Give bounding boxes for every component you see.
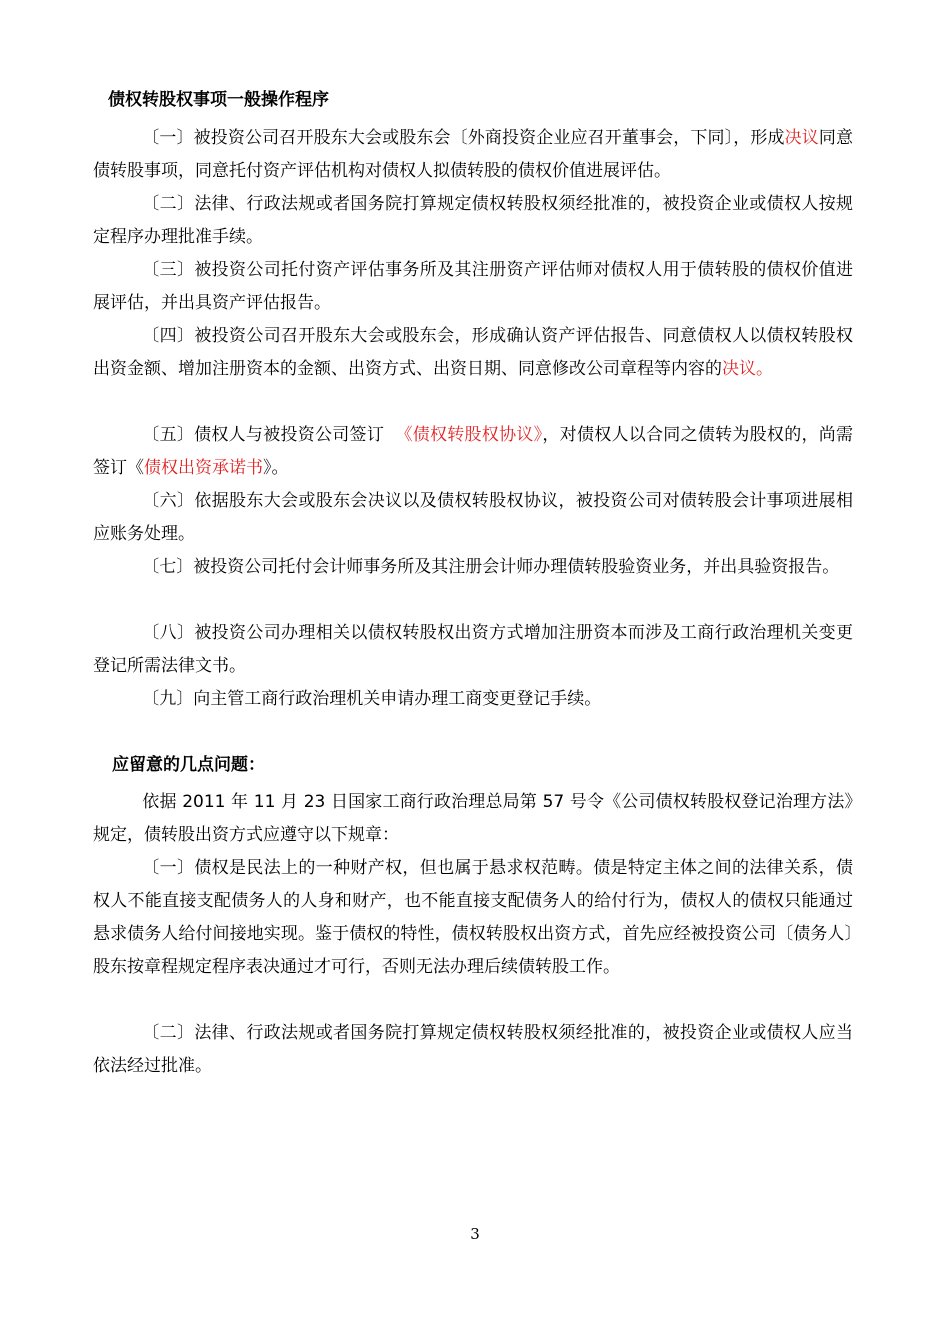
- item-text: 〔四〕被投资公司召开股东大会或股东会，形成确认资产评估报告、同意债权人以债权转股权出资金额、增加注册资本的金额、出资方式、出资日期、同意修改公司章程等内容的: [93, 326, 853, 379]
- agreement-link: 《债权转股权协议》: [395, 425, 543, 445]
- item-text: ，对债权人以合同之债转为股权的，尚需签订《: [93, 425, 854, 478]
- procedure-item-1: [93, 122, 853, 188]
- section-heading-procedure: 债权转股权事项一般操作程序: [108, 90, 329, 110]
- procedure-item-4: [93, 320, 853, 386]
- item-text: 同意债转股事项，同意托付资产评估机构对债权人拟债转股的债权价值进展评估。: [93, 128, 854, 181]
- notes-intro: 依据 2011 年 11 月 23 日国家工商行政治理总局第 57 号令《公司债权转股权登记治理方法》规定，债转股出资方式应遵守以下规章：: [93, 792, 853, 845]
- page-number: 3: [470, 1225, 480, 1243]
- resolution-link: 决议: [784, 128, 819, 148]
- section-heading-notes: 应留意的几点问题：: [112, 755, 265, 775]
- procedure-item-9: 〔九〕向主管工商行政治理机关申请办理工商变更登记手续。: [142, 689, 602, 709]
- item-text: 》。: [263, 458, 289, 478]
- item-text: 〔一〕被投资公司召开股东大会或股东会〔外商投资企业应召开董事会，下同〕，形成: [142, 128, 785, 148]
- notes-item-2: 〔二〕法律、行政法规或者国务院打算规定债权转股权须经批准的，被投资企业或债权人应当依法经过批准。: [93, 1023, 853, 1076]
- commitment-letter-link: 债权出资承诺书: [144, 458, 263, 478]
- procedure-item-2: 〔二〕法律、行政法规或者国务院打算规定债权转股权须经批准的，被投资企业或债权人按规定程序办理批准手续。: [93, 194, 853, 247]
- procedure-item-8: 〔八〕被投资公司办理相关以债权转股权出资方式增加注册资本而涉及工商行政治理机关变更登记所需法律文书。: [93, 623, 853, 676]
- notes-item-1: 〔一〕债权是民法上的一种财产权，但也属于悬求权范畴。债是特定主体之间的法律关系，债权人不能直接支配债务人的人身和财产，也不能直接支配债务人的给付行为，债权人的债权只能通过悬求债务人给付间接地实现。鉴于债权的特性，债权转股权出资方式，首先应经被投资公司〔债务人〕股东按章程规定程序表决通过才可行，否则无法办理后续债转股工作。: [93, 858, 853, 977]
- procedure-item-6: 〔六〕依据股东大会或股东会决议以及债权转股权协议，被投资公司对债转股会计事项进展相应账务处理。: [93, 491, 853, 544]
- item-text: 〔五〕债权人与被投资公司签订: [142, 425, 385, 445]
- procedure-item-3: 〔三〕被投资公司托付资产评估事务所及其注册资产评估师对债权人用于债转股的债权价值进展评估，并出具资产评估报告。: [93, 260, 853, 313]
- procedure-item-5: [93, 419, 853, 485]
- resolution-link: 决议。: [722, 359, 773, 379]
- procedure-item-7: 〔七〕被投资公司托付会计师事务所及其注册会计师办理债转股验资业务，并出具验资报告。: [142, 557, 840, 577]
